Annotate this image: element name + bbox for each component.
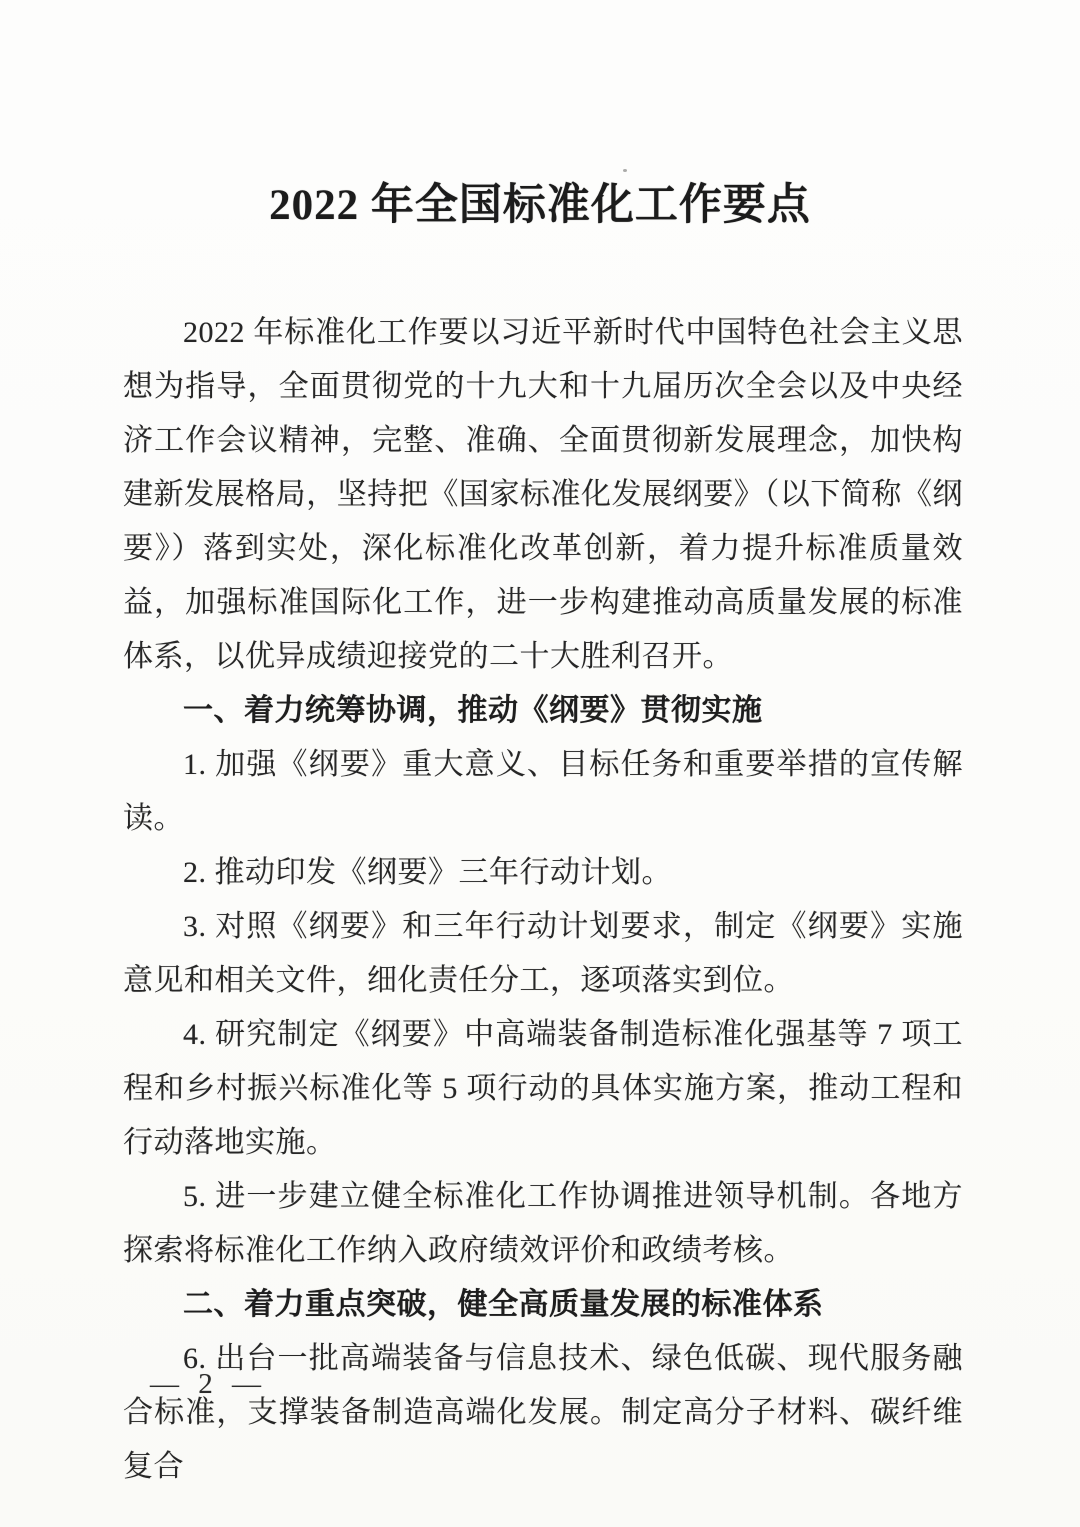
paragraph: 2022 年标准化工作要以习近平新时代中国特色社会主义思想为指导，全面贯彻党的十九大和十九届历次全会以及中央经济工作会议精神，完整、准确、全面贯彻新发展理念，加快构建新发展格局，坚持把《国家标准化发展纲要》（以下简称《纲要》）落到实处，深化标准化改革创新，着力提升标准质量效益，加强标准国际化工作，进一步构建推动高质量发展的标准体系，以优异成绩迎接党的二十大胜利召开。 <box>123 316 963 673</box>
paragraph: 5. 进一步建立健全标准化工作协调推进领导机制。各地方探索将标准化工作纳入政府绩效评价和政绩考核。 <box>123 1180 963 1267</box>
paragraph: 1. 加强《纲要》重大意义、目标任务和重要举措的宣传解读。 <box>123 748 963 835</box>
section-heading: 一、着力统筹协调，推动《纲要》贯彻实施 <box>183 694 763 727</box>
scan-speckle <box>623 169 627 172</box>
paragraph: 6. 出台一批高端装备与信息技术、绿色低碳、现代服务融合标准，支撑装备制造高端化发展。制定高分子材料、碳纤维复合 <box>123 1342 963 1483</box>
document-body <box>123 306 963 1494</box>
section-heading: 二、着力重点突破，健全高质量发展的标准体系 <box>183 1288 824 1321</box>
paragraph: 2. 推动印发《纲要》三年行动计划。 <box>183 856 672 889</box>
paragraph: 4. 研究制定《纲要》中高端装备制造标准化强基等 7 项工程和乡村振兴标准化等 5 项行动的具体实施方案，推动工程和行动落地实施。 <box>123 1018 963 1159</box>
paragraph: 3. 对照《纲要》和三年行动计划要求，制定《纲要》实施意见和相关文件，细化责任分工，逐项落实到位。 <box>123 910 963 997</box>
document-title: 2022 年全国标准化工作要点 <box>269 182 811 229</box>
page-number: — 2 — <box>150 1368 267 1400</box>
